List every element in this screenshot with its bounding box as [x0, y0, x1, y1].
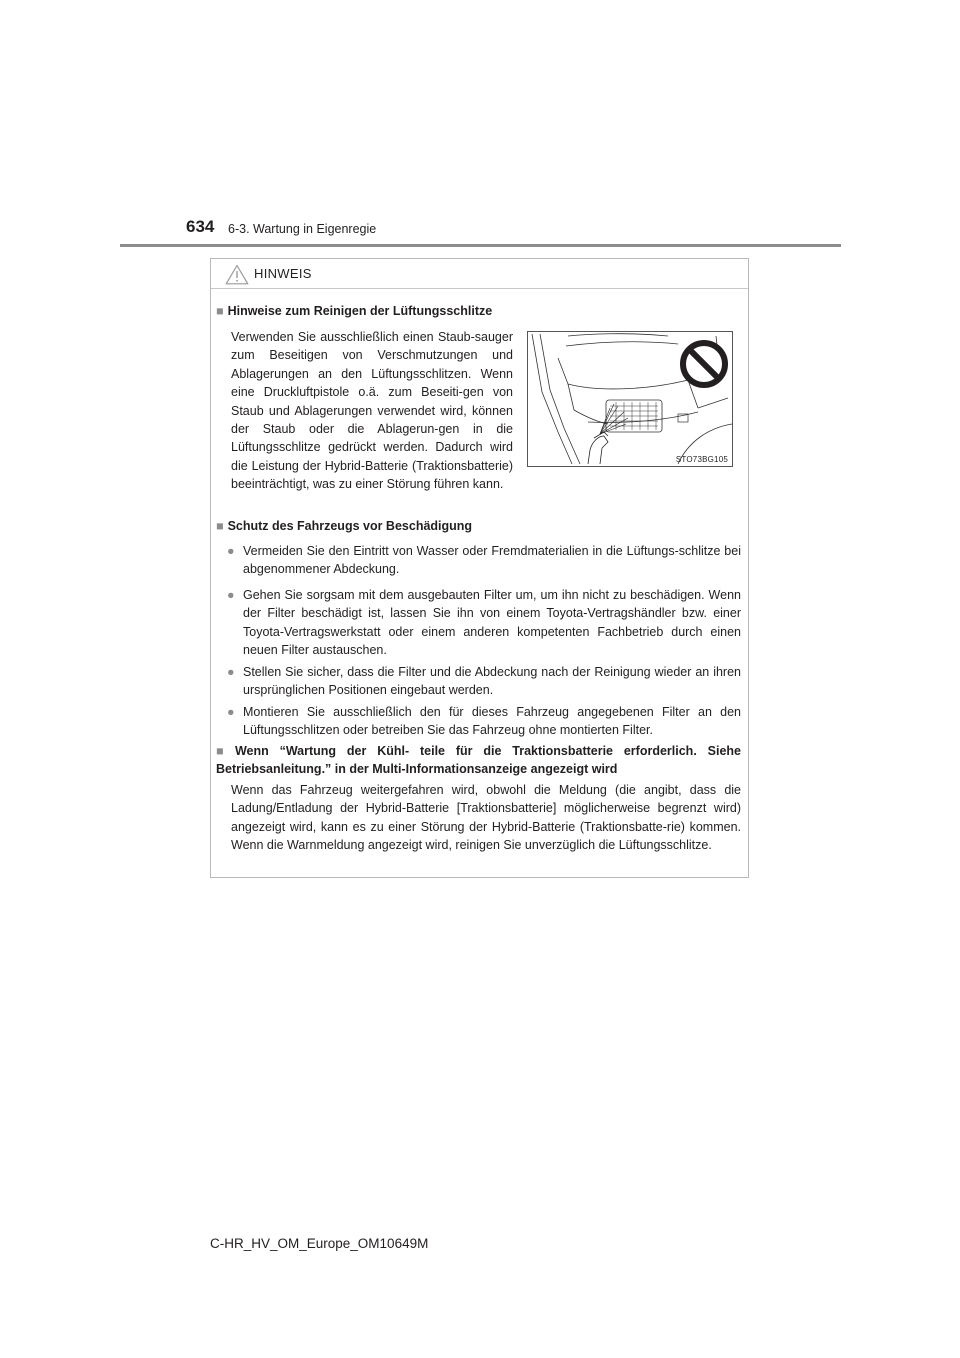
notice-header: [211, 259, 748, 289]
list-item: [227, 663, 741, 700]
figure-code: STO73BG105: [675, 455, 728, 464]
section-title: 6-3. Wartung in Eigenregie: [228, 222, 377, 236]
warning-message-paragraph: Wenn das Fahrzeug weitergefahren wird, obwohl die Meldung (die angibt, dass die Ladung/Entladung der Hybrid-Batterie [Traktionsbatterie] möglicherweise begrenzt wird) angezeigt wird, kann es zu einer Störung der Hybrid-Batterie (Traktionsbatte-rie) kommen. Wenn die Warnmeldung angezeigt wird, reinigen Sie unverzüglich die Lüftungsschlitze.: [231, 783, 741, 853]
warning-triangle-icon: [225, 264, 249, 285]
circle-bullet-icon: ●: [227, 544, 235, 558]
section-heading-protection: [216, 517, 472, 535]
circle-bullet-icon: ●: [227, 705, 235, 719]
square-bullet-icon: ■: [216, 519, 224, 533]
section-heading-cleaning-vents: [216, 302, 492, 320]
header-divider: [120, 244, 841, 247]
list-item: [227, 542, 741, 579]
prohibition-icon: [678, 338, 730, 390]
list-item-text: Montieren Sie ausschließlich den für dieses Fahrzeug angegebenen Filter an den Lüftungsschlitzen oder betreiben Sie das Fahrzeug ohne montierten Filter.: [243, 705, 741, 738]
page-number: 634: [186, 217, 215, 236]
document-code: C-HR_HV_OM_Europe_OM10649M: [210, 1236, 429, 1251]
notice-box: [210, 258, 749, 878]
square-bullet-icon: ■: [216, 744, 231, 758]
section-heading-text: Schutz des Fahrzeugs vor Beschädigung: [227, 519, 473, 533]
vent-cleaning-illustration: [527, 331, 733, 467]
section-heading-text: Hinweise zum Reinigen der Lüftungsschlitze: [227, 304, 493, 318]
circle-bullet-icon: ●: [227, 588, 235, 602]
list-item-text: Stellen Sie sicher, dass die Filter und die Abdeckung nach der Reinigung wieder an ihren ursprünglichen Positionen eingebaut werden.: [243, 665, 741, 698]
square-bullet-icon: ■: [216, 304, 224, 318]
list-item-text: Gehen Sie sorgsam mit dem ausgebauten Filter um, um ihn nicht zu beschädigen. Wenn der Filter beschädigt ist, lassen Sie ihn von einem Toyota-Vertragshändler bzw. einer Toyota-Vertragswerkstatt oder einem anderen kompetenten Fachbetrieb durch einen neuen Filter austauschen.: [243, 588, 741, 658]
section-heading-text: Wenn “Wartung der Kühl- teile für die Traktionsbatterie erforderlich. Siehe Betriebsanleitung.” in der Multi-Informationsanzeige angezeigt wird: [216, 744, 741, 776]
section-heading-warning-message: [216, 742, 741, 778]
cleaning-paragraph: Verwenden Sie ausschließlich einen Staub-sauger zum Beseitigen von Verschmutzungen und Ablagerungen an den Lüftungsschlitzen. Wenn eine Druckluftpistole o.ä. zum Beseiti-gen von Staub und Ablagerungen verwendet wird, können der Staub oder die Ablagerun-gen in die Lüftungsschlitze gedrückt werden. Dadurch wird die Leistung der Hybrid-Batterie (Traktionsbatterie) beeinträchtigt, was zu einer Störung führen kann.: [231, 330, 513, 492]
notice-title: HINWEIS: [254, 266, 312, 281]
list-item-text: Vermeiden Sie den Eintritt von Wasser oder Fremdmaterialien in die Lüftungs-schlitze bei abgenommener Abdeckung.: [243, 544, 741, 577]
list-item: [227, 586, 741, 660]
list-item: [227, 703, 741, 740]
circle-bullet-icon: ●: [227, 665, 235, 679]
